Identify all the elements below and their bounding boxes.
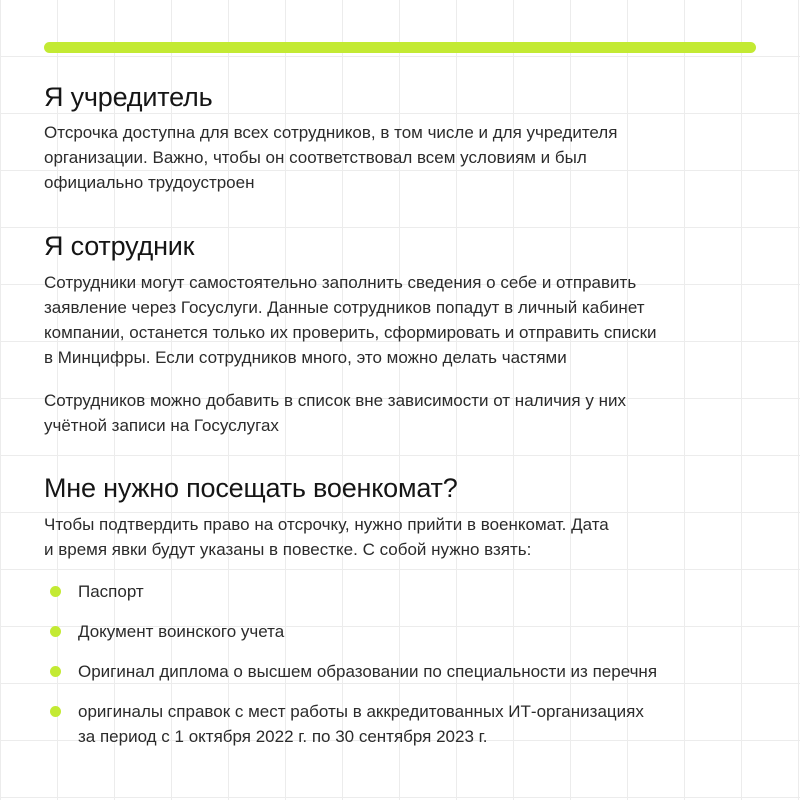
accent-bar [44,42,756,53]
list-item-text: Документ воинского учета [78,622,285,641]
bullet-dot-icon [50,586,61,597]
section-employee [44,229,756,438]
section-paragraph: Сотрудники могут самостоятельно заполнить сведения о себе и отправить заявление через Госуслуги. Данные сотрудников попадут в личный кабинет компании, останется только их проверить, сформировать и отправить списки в Минцифры. Если сотрудников много, это можно делать частями [44,273,657,367]
bullet-dot-icon [50,626,61,637]
list-item-text: Оригинал диплома о высшем образовании по специальности из перечня [78,662,658,681]
list-item-text: оригиналы справок с мест работы в аккредитованных ИТ-организациях за период с 1 октября 2022 г. по 30 сентября 2023 г. [78,702,644,746]
section-military-office [44,471,756,562]
section-heading: Я сотрудник [44,231,195,261]
section-paragraph: Отсрочка доступна для всех сотрудников, в том числе и для учредителя организации. Важно, чтобы он соответствовал всем условиям и был официально трудоустроен [44,123,618,192]
section-heading: Мне нужно посещать военкомат? [44,473,458,503]
bullet-dot-icon [50,706,61,717]
section-paragraph: Чтобы подтвердить право на отсрочку, нужно прийти в военкомат. Дата и время явки будут указаны в повестке. С собой нужно взять: [44,515,609,559]
section-founder [44,80,756,195]
bullet-dot-icon [50,666,61,677]
list-item-text: Паспорт [78,582,144,601]
section-heading: Я учредитель [44,82,213,112]
section-paragraph: Сотрудников можно добавить в список вне зависимости от наличия у них учётной записи на Госуслугах [44,391,626,435]
